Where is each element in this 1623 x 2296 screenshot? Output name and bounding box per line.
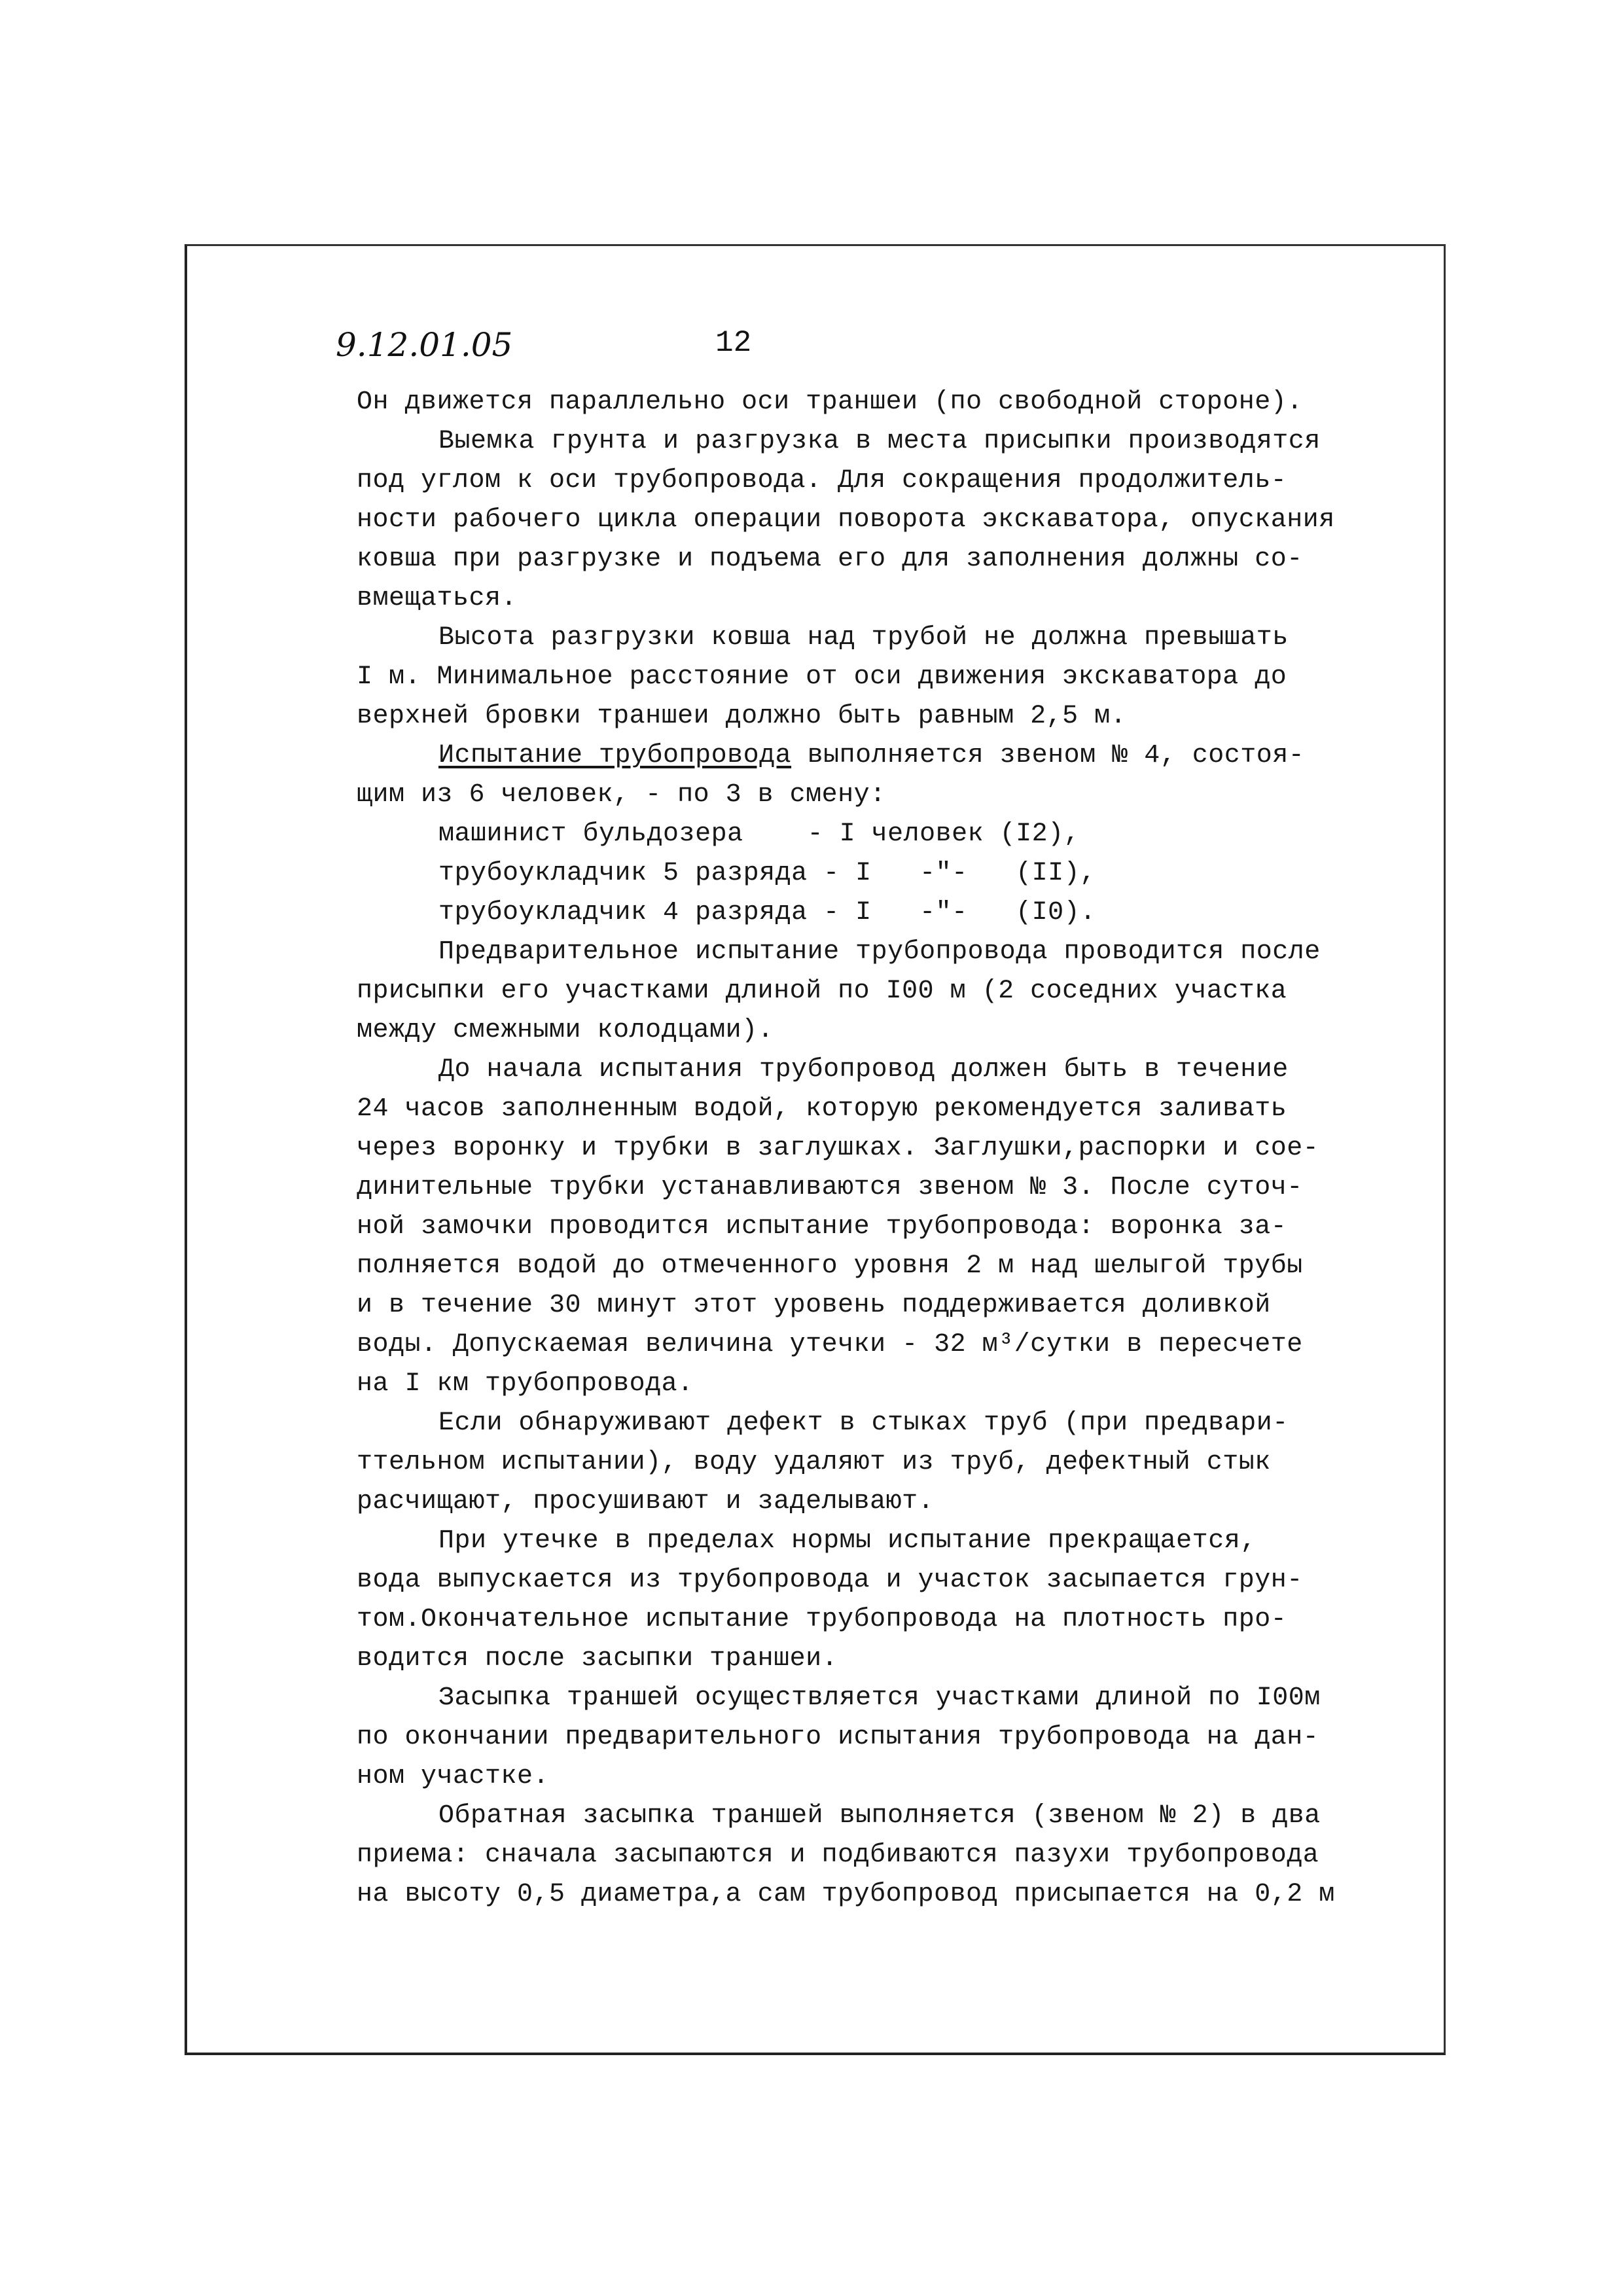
text-line: верхней бровки траншеи должно быть равным 2,5 м. bbox=[357, 702, 1127, 731]
text-line: вмещаться. bbox=[357, 584, 518, 613]
text-line: При утечке в пределах нормы испытание прекращается, bbox=[438, 1526, 1257, 1556]
page-number: 12 bbox=[715, 326, 752, 360]
text-line: по окончании предварительного испытания трубопровода на дан- bbox=[357, 1723, 1319, 1752]
text-line: вода выпускается из трубопровода и участок засыпается грун- bbox=[357, 1566, 1303, 1595]
text-line: Выемка грунта и разгрузка в места присыпки производятся bbox=[438, 427, 1321, 456]
text-line: ковша при разгрузке и подъема его для заполнения должны со- bbox=[357, 545, 1303, 574]
text-line: I м. Минимальное расстояние от оси движения экскаватора до bbox=[357, 662, 1287, 692]
crew-list-item: машинист бульдозера - I человек (I2), bbox=[438, 819, 1080, 849]
text-line: Если обнаруживают дефект в стыках труб (при предвари- bbox=[438, 1408, 1289, 1438]
text-line bbox=[357, 736, 1378, 776]
document-body bbox=[357, 383, 1378, 1914]
text-line: на I км трубопровода. bbox=[357, 1369, 694, 1399]
text-fragment: выполняется звеном № 4, состоя- bbox=[807, 741, 1305, 770]
text-line: Высота разгрузки ковша над трубой не должна превышать bbox=[438, 623, 1289, 653]
text-line: том.Окончательное испытание трубопровода на плотность про- bbox=[357, 1605, 1287, 1634]
text-line: ттельном испытании), воду удаляют из труб, дефектный стык bbox=[357, 1448, 1271, 1477]
text-line: через воронку и трубки в заглушках. Заглушки,распорки и сое- bbox=[357, 1134, 1319, 1163]
text-line: динительные трубки устанавливаются звеном № 3. После суточ- bbox=[357, 1173, 1303, 1202]
text-line: Засыпка траншей осуществляется участками длиной по I00м bbox=[438, 1683, 1321, 1713]
text-line: ном участке. bbox=[357, 1762, 550, 1791]
crew-list-item: трубоукладчик 5 разряда - I -"- (II), bbox=[438, 859, 1096, 888]
section-heading: Испытание трубопровода bbox=[438, 741, 792, 770]
text-line: 24 часов заполненным водой, которую рекомендуется заливать bbox=[357, 1094, 1287, 1124]
document-code: 9.12.01.05 bbox=[336, 326, 513, 364]
text-line: между смежными колодцами). bbox=[357, 1016, 774, 1045]
text-line: Обратная засыпка траншей выполняется (звеном № 2) в два bbox=[438, 1801, 1321, 1831]
text-line: полняется водой до отмеченного уровня 2 м над шелыгой трубы bbox=[357, 1251, 1303, 1281]
text-line: расчищают, просушивают и заделывают. bbox=[357, 1487, 935, 1516]
text-line: щим из 6 человек, - по 3 в смену: bbox=[357, 780, 886, 810]
text-line: До начала испытания трубопровод должен быть в течение bbox=[438, 1055, 1289, 1085]
text-line: ности рабочего цикла операции поворота экскаватора, опускания bbox=[357, 505, 1335, 535]
text-line: ной замочки проводится испытание трубопровода: воронка за- bbox=[357, 1212, 1287, 1242]
text-line: Предварительное испытание трубопровода проводится после bbox=[438, 937, 1321, 967]
crew-list-item: трубоукладчик 4 разряда - I -"- (I0). bbox=[438, 898, 1096, 927]
text-line: воды. Допускаемая величина утечки - 32 м³/сутки в пересчете bbox=[357, 1330, 1303, 1359]
text-line: и в течение 30 минут этот уровень поддерживается доливкой bbox=[357, 1291, 1271, 1320]
text-line: под углом к оси трубопровода. Для сокращения продолжитель- bbox=[357, 466, 1287, 495]
text-line: Он движется параллельно оси траншеи (по свободной стороне). bbox=[357, 387, 1303, 417]
text-line: водится после засыпки траншеи. bbox=[357, 1644, 838, 1674]
text-line: присыпки его участками длиной по I00 м (2 соседних участка bbox=[357, 977, 1287, 1006]
text-line: на высоту 0,5 диаметра,а сам трубопровод присыпается на 0,2 м bbox=[357, 1880, 1335, 1909]
text-line: приема: сначала засыпаются и подбиваются пазухи трубопровода bbox=[357, 1840, 1319, 1870]
